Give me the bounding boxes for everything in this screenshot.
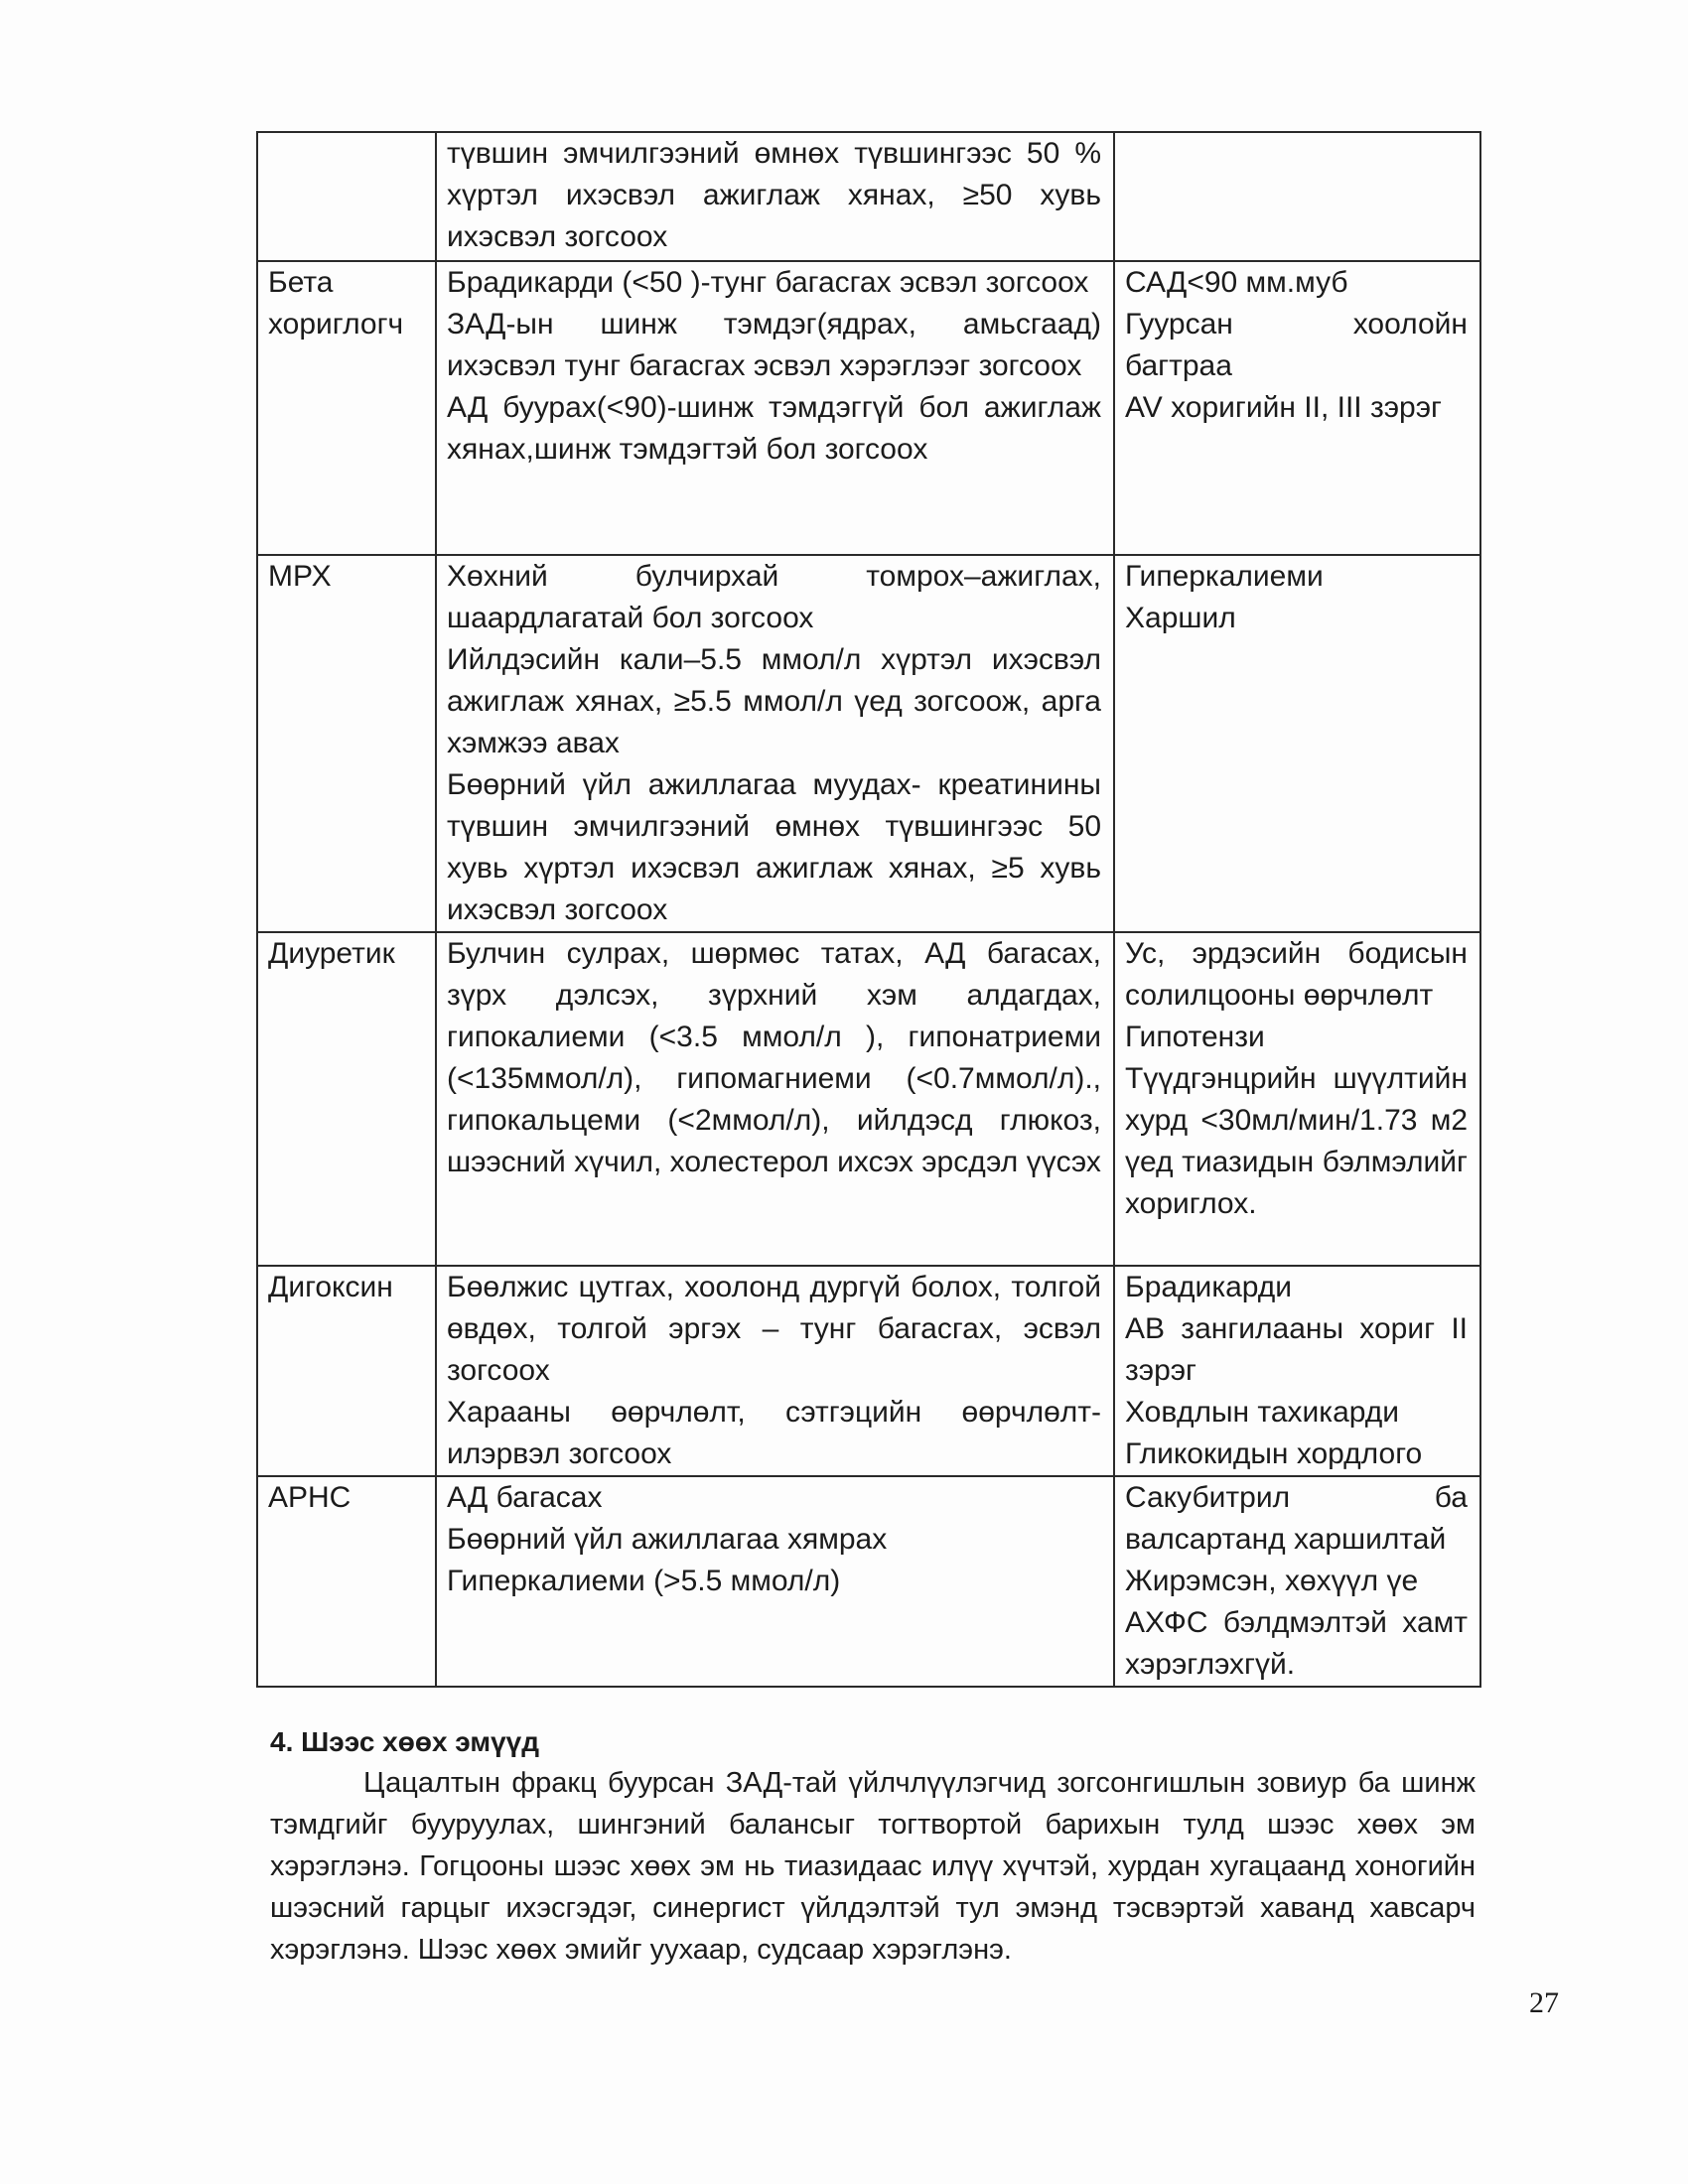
side-effect-text: АД багасах bbox=[447, 1481, 603, 1514]
side-effect-text: Брадикарди (<50 )-тунг багасгах эсвэл зогсоох bbox=[447, 266, 1089, 299]
contraindication-text: Гликокидын хордлого bbox=[1125, 1437, 1423, 1470]
side-effect-text: ЗАД-ын шинж тэмдэг(ядрах, амьсгаад) ихэсвэл тунг багасгах эсвэл хэрэглээг зогсоох bbox=[447, 308, 1101, 382]
contraindication-cell bbox=[1114, 261, 1480, 555]
side-effects-cell bbox=[436, 261, 1114, 555]
drug-name-cell: Диуретик bbox=[257, 932, 436, 1266]
table-row bbox=[257, 932, 1480, 1266]
drug-name-cell: Дигоксин bbox=[257, 1266, 436, 1476]
contraindication-text: Түүдгэнцрийн шүүлтийн хурд <30мл/мин/1.73 м2 үед тиазидын бэлмэлийг хориглох. bbox=[1125, 1062, 1468, 1220]
contraindication-cell bbox=[1114, 1476, 1480, 1687]
contraindication-text: САД<90 мм.муб bbox=[1125, 266, 1348, 299]
side-effect-text: Ийлдэсийн кали–5.5 ммол/л хүртэл ихэсвэл ажиглаж хянах, ≥5.5 ммол/л үед зогсоож, арга хэмжээ авах bbox=[447, 643, 1101, 759]
side-effect-text: Булчин сулрах, шөрмөс татах, АД багасах, зүрх дэлсэх, зүрхний хэм алдагдах, гипокалиеми (<3.5 ммол/л ), гипонатриеми (<135ммол/л), гипомагниеми (<0.7ммол/л)., гипокальцеми (<2ммол/л), ийлдэсд глюкоз, шээсний хүчил, холестерол ихсэх эрсдэл үүсэх bbox=[447, 937, 1101, 1178]
side-effect-text: Харааны өөрчлөлт, сэтгэцийн өөрчлөлт- илэрвэл зогсоох bbox=[447, 1396, 1101, 1470]
side-effect-text: Хөхний булчирхай томрох–ажиглах, шаардлагатай бол зогсоох bbox=[447, 560, 1101, 634]
side-effect-text: Бөөрний үйл ажиллагаа хямрах bbox=[447, 1523, 888, 1556]
drug-name-cell bbox=[257, 132, 436, 261]
contraindication-text: Брадикарди bbox=[1125, 1271, 1293, 1303]
contraindication-text: AV хоригийн II, III зэрэг bbox=[1125, 391, 1442, 424]
contraindication-cell bbox=[1114, 932, 1480, 1266]
drug-side-effects-table bbox=[256, 131, 1481, 1688]
contraindication-text: Гипотензи bbox=[1125, 1021, 1265, 1053]
contraindication-text: Сакубитрил ба валсартанд харшилтай bbox=[1125, 1481, 1468, 1556]
side-effect-text: Гиперкалиеми (>5.5 ммол/л) bbox=[447, 1565, 841, 1597]
side-effect-text: түвшин эмчилгээний өмнөх түвшингээс 50 % хүртэл ихэсвэл ажиглаж хянах, ≥50 хувь ихэсвэл зогсоох bbox=[447, 137, 1101, 253]
drug-name-cell: Бета хориглогч bbox=[257, 261, 436, 555]
side-effect-text: АД буурах(<90)-шинж тэмдэггүй бол ажиглаж хянах,шинж тэмдэгтэй бол зогсоох bbox=[447, 391, 1101, 466]
contraindication-cell bbox=[1114, 132, 1480, 261]
side-effects-cell bbox=[436, 1266, 1114, 1476]
side-effects-cell bbox=[436, 555, 1114, 932]
side-effects-cell bbox=[436, 932, 1114, 1266]
table-row bbox=[257, 1266, 1480, 1476]
side-effects-cell bbox=[436, 1476, 1114, 1687]
table-row bbox=[257, 132, 1480, 261]
side-effect-text: Бөөрний үйл ажиллагаа муудах- креатинины түвшин эмчилгээний өмнөх түвшингээс 50 хувь хүртэл ихэсвэл ажиглаж хянах, ≥5 хувь ихэсвэл зогсоох bbox=[447, 768, 1101, 926]
contraindication-text: Ховдлын тахикарди bbox=[1125, 1396, 1400, 1429]
contraindication-cell bbox=[1114, 555, 1480, 932]
side-effect-text: Бөөлжис цутгах, хоолонд дургүй болох, толгой өвдөх, толгой эргэх – тунг багасгах, эсвэл зогсоох bbox=[447, 1271, 1101, 1387]
page-number: 27 bbox=[1529, 1986, 1559, 2019]
contraindication-text: Гиперкалиеми bbox=[1125, 560, 1324, 593]
section-heading: 4. Шээс хөөх эмүүд bbox=[270, 1726, 540, 1757]
contraindication-text: АВ зангилааны хориг II зэрэг bbox=[1125, 1312, 1468, 1387]
contraindication-text: АХФС бэлдмэлтэй хамт хэрэглэхгүй. bbox=[1125, 1606, 1468, 1681]
contraindication-text: Жирэмсэн, хөхүүл үе bbox=[1125, 1565, 1419, 1597]
table-row bbox=[257, 555, 1480, 932]
drug-name-cell: МРХ bbox=[257, 555, 436, 932]
section-paragraph: Цацалтын фракц буурсан ЗАД-тай үйлчлүүлэгчид зогсонгишлын зовиур ба шинж тэмдгийг бууруулах, шингэний балансыг тогтвортой барихын тулд шээс хөөх эм хэрэглэнэ. Гогцооны шээс хөөх эм нь тиазидаас илүү хүчтэй, хурдан хугацаанд хоногийн шээсний гарцыг ихэсгэдэг, синергист үйлдэлтэй тул эмэнд тэсвэртэй хаванд хавсарч хэрэглэнэ. Шээс хөөх эмийг уухаар, судсаар хэрэглэнэ. bbox=[270, 1767, 1476, 1966]
contraindication-text: Гуурсан хоолойн багтраа bbox=[1125, 308, 1468, 382]
contraindication-cell bbox=[1114, 1266, 1480, 1476]
drug-name-cell: АРНС bbox=[257, 1476, 436, 1687]
side-effects-cell bbox=[436, 132, 1114, 261]
contraindication-text: Харшил bbox=[1125, 602, 1236, 634]
diuretics-section bbox=[270, 1722, 1476, 1971]
contraindication-text: Ус, эрдэсийн бодисын солилцооны өөрчлөлт bbox=[1125, 937, 1468, 1012]
table-row bbox=[257, 261, 1480, 555]
table-row bbox=[257, 1476, 1480, 1687]
